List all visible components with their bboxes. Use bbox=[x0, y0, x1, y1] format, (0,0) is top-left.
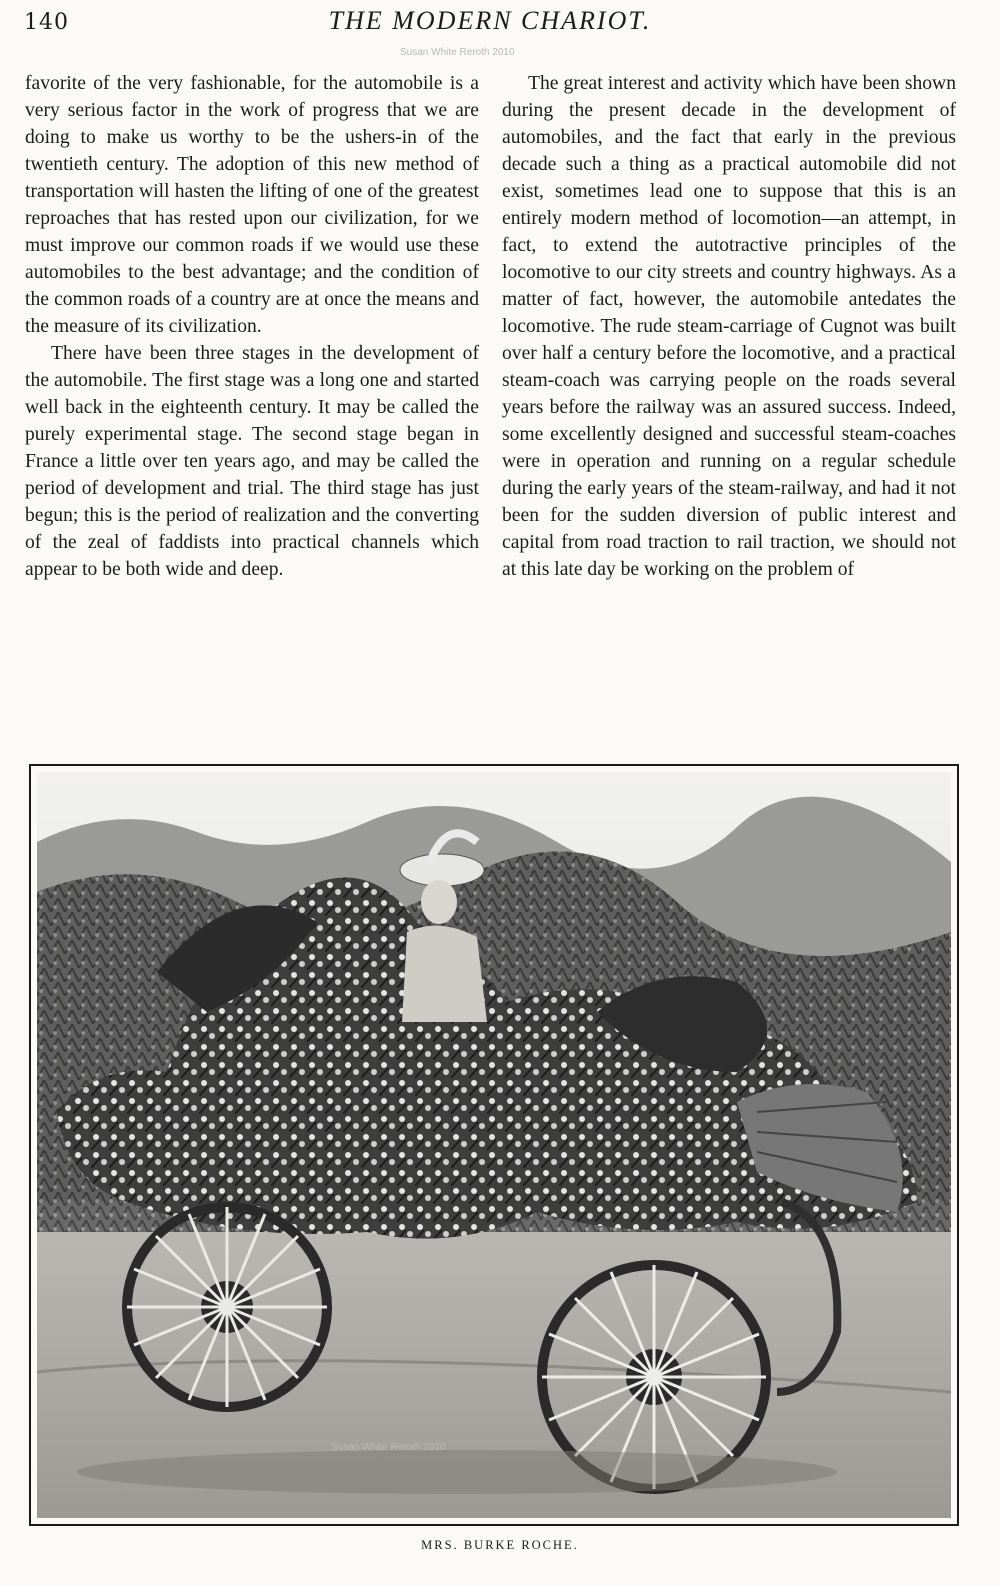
left-paragraph-1: favorite of the very fashionable, for the automobile is a very serious factor in the work of progress that we are doing to make us worthy to be the ushers-in of the twentieth century. The adoption of this new method of transportation will hasten the lifting of one of the greatest reproaches that has rested upon our civilization, for we must improve our common roads if we would use these automobiles to the best advantage; and the condition of the common roads of a country are at once the means and the measure of its civilization. bbox=[25, 73, 479, 337]
watermark-top: Susan White Reroth 2010 bbox=[400, 47, 515, 58]
rear-wheel bbox=[127, 1207, 327, 1407]
left-text-column bbox=[25, 70, 479, 583]
page-number: 140 bbox=[24, 10, 69, 35]
left-paragraph-2: There have been three stages in the development of the automobile. The first stage was a long one and started well back in the eighteenth century. It may be called the purely experimental stage. The second stage began in France a little over ten years ago, and may be called the period of development and trial. The third stage has just begun; this is the period of realization and the converting of the zeal of faddists into practical channels which appear to be both wide and deep. bbox=[25, 343, 479, 580]
photo-caption: MRS. BURKE ROCHE. bbox=[421, 1538, 579, 1552]
page-header bbox=[0, 0, 1000, 50]
watermark-photo: Susan White Reroth 2010 bbox=[331, 1442, 446, 1453]
right-text-column bbox=[502, 70, 956, 583]
photo-frame bbox=[29, 764, 959, 1526]
running-title: THE MODERN CHARIOT. bbox=[328, 6, 652, 35]
right-paragraph-1: The great interest and activity which have been shown during the present decade in the development of automobiles, and the fact that early in the previous decade such a thing as a practical automobile did not exist, sometimes lead one to suppose that this is an entirely modern method of locomotion—an attempt, in fact, to extend the autotractive principles of the locomotive to our city streets and country highways. As a matter of fact, however, the automobile antedates the locomotive. The rude steam-carriage of Cugnot was built over half a century before the locomotive, and a practical steam-coach was carrying people on the roads several years before the railway was an assured success. Indeed, some excellently designed and successful steam-coaches were in operation and running on a regular schedule during the early years of the steam-railway, and had it not been for the sudden diversion of public interest and capital from road traction to rail traction, we should not at this late day be working on the problem of bbox=[502, 73, 956, 580]
carriage-photograph bbox=[37, 772, 951, 1518]
